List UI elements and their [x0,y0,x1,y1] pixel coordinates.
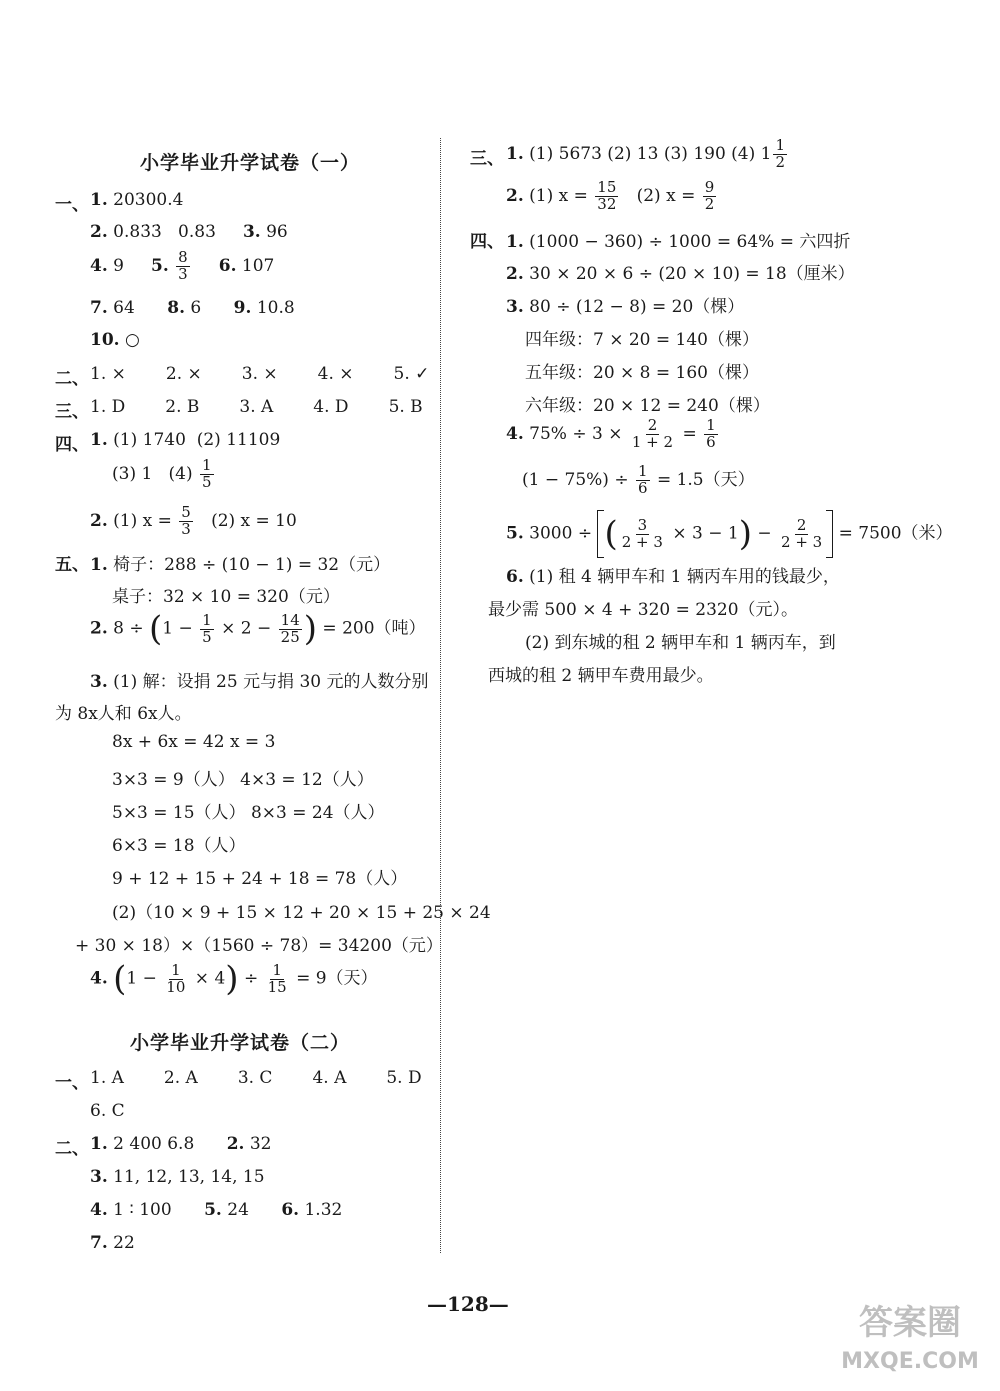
fraction: $\frac{1}{5}$ [202,456,212,491]
section-2-heading: 二、 [55,369,89,389]
answer-line: 4. 75% ÷ 3 × $\frac{2}{1 + 2}$ = $\frac{1}{6}$ [506,416,716,451]
answer-line: 3. (1) 解：设捐 25 元与捐 30 元的人数分别 [90,672,429,692]
answer-line: 1. 2 400 6.8 2. 32 [90,1134,272,1154]
fraction: $\frac{2}{2 + 3}$ [781,515,823,551]
answer-line: 5. 3000 ÷ ( $\frac{3}{2 + 3}$ × 3 − 1) − $\frac{2}{2 + 3}$ = 7500（米） [506,510,953,558]
answer-line: (2) 到东城的租 2 辆甲车和 1 辆丙车，到 [525,633,836,653]
answer-line: (1 − 75%) ÷ $\frac{1}{6}$ = 1.5（天） [522,462,755,497]
answer-line: 1. (1) 1740 (2) 11109 [90,430,281,450]
answer-line: 5×3 = 15（人） 8×3 = 24（人） [112,803,385,823]
page-number: —128— [427,1292,509,1316]
svg-text:答案圈: 答案圈 [859,1303,961,1343]
fraction: $\frac{1}{15}$ [267,960,287,996]
section-1-heading: 一、 [55,195,89,215]
answer-line: 6. (1) 租 4 辆甲车和 1 辆丙车用的钱最少， [506,567,840,587]
answer-line: + 30 × 18）×（1560 ÷ 78）= 34200（元） [75,936,443,956]
column-divider [440,138,441,1253]
fraction: $\frac{8}{3}$ [178,248,188,283]
answer-line: 五年级：20 × 8 = 160（棵） [525,363,759,383]
answer-line: 6. C [90,1101,125,1121]
fraction: $\frac{15}{32}$ [597,178,617,213]
test-title-1: 小学毕业升学试卷（一） [140,152,361,174]
fraction: $\frac{1}{10}$ [166,960,186,996]
svg-text:MXQE.COM: MXQE.COM [841,1349,979,1374]
answer-line: 9 + 12 + 15 + 24 + 18 = 78（人） [112,869,408,889]
fraction: $\frac{1}{2}$ [775,136,786,171]
fraction: $\frac{3}{2 + 3}$ [621,515,663,551]
fraction: $\frac{1}{6}$ [706,416,716,451]
answer-line: 8x + 6x = 42 x = 3 [112,732,276,752]
answer-line: 1. 20300.4 [90,190,184,210]
answer-line: 4. 1 ∶ 100 5. 24 6. 1.32 [90,1200,343,1220]
answer-line: 为 8x人和 6x人。 [55,704,192,724]
answer-line: 6×3 = 18（人） [112,836,246,856]
test-title-2: 小学毕业升学试卷（二） [130,1032,351,1054]
answer-line: 2. (1) x = $\frac{15}{32}$ (2) x = $\frac{9}{2}$ [506,178,715,213]
answer-line: 4. (1 − $\frac{1}{10}$ × 4) ÷ $\frac{1}{15}$ = 9（天） [90,959,378,999]
answer-line: (2)（10 × 9 + 15 × 12 + 20 × 15 + 25 × 24 [112,903,491,923]
watermark-logo [840,1290,980,1380]
answer-line: 2. 30 × 20 × 6 ÷ (20 × 10) = 18（厘米） [506,264,855,284]
fraction: $\frac{5}{3}$ [181,503,191,538]
answer-line: 3×3 = 9（人） 4×3 = 12（人） [112,770,374,790]
section-4-heading: 四、 [55,435,89,455]
answer-line: 3. 80 ÷ (12 − 8) = 20（棵） [506,297,745,317]
answer-line: 2. 0.83̇3̇ 0.83 3. 96 [90,222,288,242]
fraction: $\frac{1}{6}$ [637,462,648,497]
answer-row: 1. A 2. A 3. C 4. A 5. D [90,1068,422,1088]
answer-row: 1. D 2. B 3. A 4. D 5. B [90,397,423,417]
fraction: $\frac{2}{1 + 2}$ [631,416,674,451]
answer-line: 7. 64 8. 6 9. 10.8 [90,298,295,318]
answer-line: 四年级：7 × 20 = 140（棵） [525,330,759,350]
fraction: $\frac{9}{2}$ [704,178,715,213]
answer-line: 2. (1) x = $\frac{5}{3}$ (2) x = 10 [90,503,297,538]
answer-line: (3) 1 (4) $\frac{1}{5}$ [112,456,212,491]
t2-section-2-heading: 二、 [55,1139,89,1159]
answer-line: 六年级：20 × 12 = 240（棵） [525,396,770,416]
fraction: $\frac{1}{5}$ [202,610,212,646]
fraction: $\frac{14}{25}$ [280,610,300,646]
answer-line: 最少需 500 × 4 + 320 = 2320（元）。 [488,600,799,620]
watermark-icon [840,1290,980,1380]
t2-section-1-heading: 一、 [55,1073,89,1093]
answer-line: 1. 椅子：288 ÷ (10 − 1) = 32（元） [90,555,391,575]
answer-line: 3. 11, 12, 13, 14, 15 [90,1167,265,1187]
answer-line: 4. 9 5. $\frac{8}{3}$ 6. 107 [90,248,275,283]
right-section-4-heading: 四、 [470,232,504,252]
answer-line: 桌子：32 × 10 = 320（元） [112,587,340,607]
answer-line: 7. 22 [90,1233,135,1253]
answer-row: 1. × 2. × 3. × 4. × 5. ✓ [90,364,430,384]
answer-line: 2. 8 ÷ (1 − $\frac{1}{5}$ × 2 − $\frac{14}{25}$ ) = 200（吨） [90,609,426,649]
right-section-3-heading: 三、 [470,149,504,169]
answer-line: 西城的租 2 辆甲车费用最少。 [488,666,714,686]
section-5-heading: 五、 [55,555,89,575]
answer-line: 1. (1) 5673 (2) 13 (3) 190 (4) 1 $\frac{1}{2}$ [506,136,786,171]
section-3-heading: 三、 [55,402,89,422]
answer-line: 10. ○ [90,330,140,350]
answer-line: 1. (1000 − 360) ÷ 1000 = 64% = 六四折 [506,232,851,252]
